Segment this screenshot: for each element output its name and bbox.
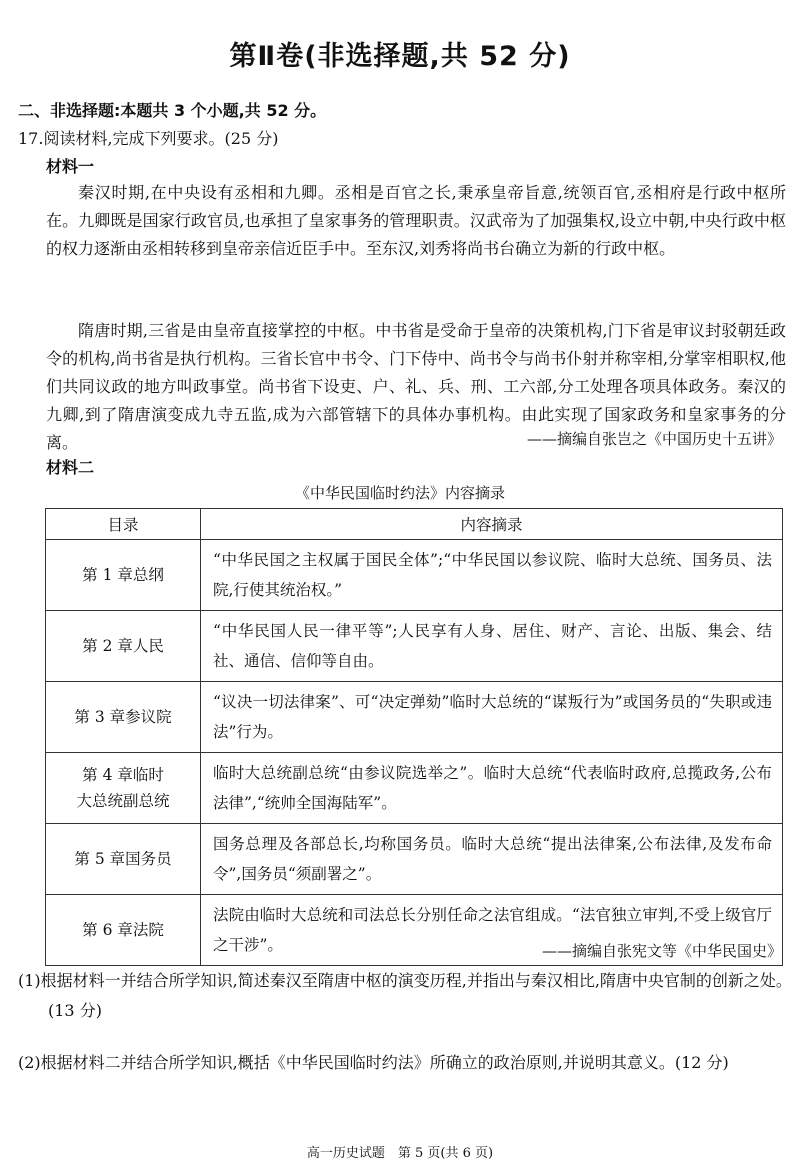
chapter-cell: 第 5 章国务员 [46, 824, 201, 895]
sub-question-1: (1)根据材料一并结合所学知识,简述秦汉至隋唐中枢的演变历程,并指出与秦汉相比,隋唐中央官制的创新之处。(13 分) [18, 971, 792, 1020]
material2-source: ——摘编自张宪文等《中华民国史》 [541, 942, 782, 960]
section-heading: 二、非选择题:本题共 3 个小题,共 52 分。 [18, 101, 327, 120]
paper-section-title: 第Ⅱ卷(非选择题,共 52 分) [229, 41, 571, 72]
material1-source: ——摘编自张岂之《中国历史十五讲》 [526, 430, 782, 448]
chapter-cell: 第 3 章参议院 [46, 682, 201, 753]
content-cell: 法院由临时大总统和司法总长分别任命之法官组成。“法官独立审判,不受上级官厅之干涉”。 [201, 895, 783, 966]
table-header-row [46, 509, 783, 540]
chapter-line-2: 大总统副总统 [76, 792, 170, 810]
header-directory: 目录 [46, 509, 201, 540]
chapter-cell: 第 6 章法院 [46, 895, 201, 966]
question-17-stem: 17.阅读材料,完成下列要求。(25 分) [18, 129, 279, 148]
table-title: 《中华民国临时约法》内容摘录 [294, 484, 505, 502]
content-cell: 国务总理及各部总长,均称国务员。临时大总统“提出法律案,公布法律,及发布命令”,国务员“须副署之”。 [201, 824, 783, 895]
table-row [46, 753, 783, 824]
content-cell: 临时大总统副总统“由参议院选举之”。临时大总统“代表临时政府,总揽政务,公布法律”,“统帅全国海陆军”。 [201, 753, 783, 824]
table-row [46, 611, 783, 682]
content-cell: “中华民国之主权属于国民全体”;“中华民国以参议院、临时大总统、国务员、法院,行使其统治权。” [201, 540, 783, 611]
chapter-cell [46, 753, 201, 824]
page-footer: 高一历史试题 第 5 页(共 6 页) [306, 1146, 494, 1161]
sub-question-2: (2)根据材料二并结合所学知识,概括《中华民国临时约法》所确立的政治原则,并说明其意义。(12 分) [18, 1053, 729, 1072]
chapter-cell: 第 1 章总纲 [46, 540, 201, 611]
table-row [46, 682, 783, 753]
chapter-line-1: 第 4 章临时 [82, 766, 164, 784]
material1-label: 材料一 [46, 157, 95, 176]
material1-paragraph-1: 秦汉时期,在中央设有丞相和九卿。丞相是百官之长,秉承皇帝旨意,统领百官,丞相府是行政中枢所在。九卿既是国家行政官员,也承担了皇家事务的管理职责。汉武帝为了加强集权,设立中朝,中央行政中枢的权力逐渐由丞相转移到皇帝亲信近臣手中。至东汉,刘秀将尚书台确立为新的行政中枢。 [46, 183, 786, 258]
header-content: 内容摘录 [201, 509, 783, 540]
content-cell: “议决一切法律案”、可“决定弹劾”临时大总统的“谋叛行为”或国务员的“失职或违法”行为。 [201, 682, 783, 753]
provisional-constitution-table [45, 508, 783, 966]
table-row [46, 540, 783, 611]
material2-label: 材料二 [46, 458, 95, 477]
content-cell: “中华民国人民一律平等”;人民享有人身、居住、财产、言论、出版、集会、结社、通信、信仰等自由。 [201, 611, 783, 682]
chapter-cell: 第 2 章人民 [46, 611, 201, 682]
table-row [46, 824, 783, 895]
material1-paragraph-2: 隋唐时期,三省是由皇帝直接掌控的中枢。中书省是受命于皇帝的决策机构,门下省是审议封驳朝廷政令的机构,尚书省是执行机构。三省长官中书令、门下侍中、尚书令与尚书仆射并称宰相,分掌宰相职权,他们共同议政的地方叫政事堂。尚书省下设吏、户、礼、兵、刑、工六部,分工处理各项具体政务。秦汉的九卿,到了隋唐演变成九寺五监,成为六部管辖下的具体办事机构。由此实现了国家政务和皇家事务的分离。 [46, 321, 786, 452]
